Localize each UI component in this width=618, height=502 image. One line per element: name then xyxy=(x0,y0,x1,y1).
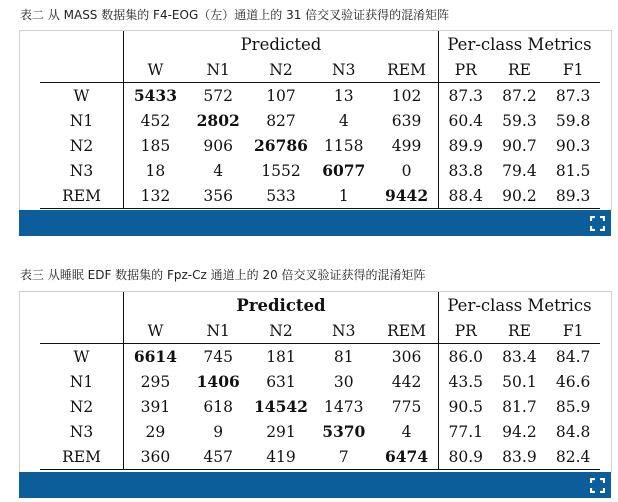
diagonal-cell: 6474 xyxy=(375,444,438,470)
header-corner-cell xyxy=(40,292,124,318)
row-label-n1: N1 xyxy=(69,111,94,130)
matrix-cell: 4 xyxy=(401,422,412,441)
matrix-cell: 419 xyxy=(250,444,313,470)
matrix-cell: 9 xyxy=(213,422,224,441)
row-label-n2: N2 xyxy=(69,397,94,416)
metric-cell-re: 90.2 xyxy=(493,183,547,209)
column-header-n2: N2 xyxy=(269,60,293,79)
matrix-cell: 4 xyxy=(213,161,224,180)
matrix-cell: 18 xyxy=(124,158,187,183)
metric-cell-pr: 83.8 xyxy=(438,158,492,183)
matrix-cell: 185 xyxy=(124,133,187,158)
column-header-w: W xyxy=(124,57,187,83)
diagonal-cell: 1406 xyxy=(196,372,240,391)
matrix-cell: 295 xyxy=(124,369,187,394)
table-row xyxy=(40,394,600,419)
metric-cell-pr: 43.5 xyxy=(438,369,492,394)
metric-cell-re: 81.7 xyxy=(502,397,537,416)
metric-cell-re: 50.1 xyxy=(502,372,537,391)
matrix-cell: 13 xyxy=(312,83,375,109)
metric-cell-pr: 88.4 xyxy=(438,183,492,209)
metric-cell-re: 83.9 xyxy=(493,444,547,470)
metric-cell-pr: 87.3 xyxy=(438,83,492,109)
matrix-cell: 442 xyxy=(391,372,422,391)
table-row xyxy=(40,419,600,444)
matrix-cell: 81 xyxy=(312,344,375,370)
matrix-cell: 499 xyxy=(391,136,422,155)
table-row xyxy=(40,158,600,183)
diagonal-cell: 6077 xyxy=(322,161,366,180)
metric-cell-f1: 84.7 xyxy=(546,344,600,370)
diagonal-cell: 6614 xyxy=(124,344,187,370)
table-panel-2 xyxy=(19,291,612,473)
metrics-group-header: Per-class Metrics xyxy=(438,292,600,318)
table-footer-bar-2 xyxy=(19,472,611,498)
matrix-cell: 1 xyxy=(312,183,375,209)
column-header-n2: N2 xyxy=(269,321,293,340)
metric-header-re: RE xyxy=(507,60,531,79)
row-label-w: W xyxy=(40,83,124,109)
column-header-n3: N3 xyxy=(332,321,356,340)
table-caption-1: 表二 从 MASS 数据集的 F4-EOG（左）通道上的 31 倍交叉验证获得的混淆矩阵 xyxy=(20,8,450,22)
metric-cell-re: 79.4 xyxy=(502,161,537,180)
metric-cell-pr: 77.1 xyxy=(438,419,492,444)
table-row xyxy=(40,183,600,209)
metric-cell-f1: 84.8 xyxy=(555,422,591,441)
column-header-n1: N1 xyxy=(206,321,230,340)
table-row xyxy=(40,344,600,370)
table-row xyxy=(40,133,600,158)
matrix-cell: 639 xyxy=(391,111,422,130)
matrix-cell: 29 xyxy=(124,419,187,444)
metric-cell-f1: 85.9 xyxy=(555,397,591,416)
matrix-cell: 360 xyxy=(124,444,187,470)
matrix-cell: 291 xyxy=(266,422,296,441)
row-label-n1: N1 xyxy=(69,372,94,391)
predicted-group-header: Predicted xyxy=(124,292,439,318)
metric-cell-re: 87.2 xyxy=(493,83,547,109)
metric-cell-pr: 80.9 xyxy=(438,444,492,470)
metric-cell-re: 59.3 xyxy=(502,111,537,130)
column-header-rem: REM xyxy=(387,60,426,79)
matrix-cell: 827 xyxy=(266,111,296,130)
row-label-w: W xyxy=(40,344,124,370)
table-row xyxy=(40,369,600,394)
metric-cell-pr: 89.9 xyxy=(438,133,492,158)
metric-cell-pr: 90.5 xyxy=(438,394,492,419)
matrix-cell: 631 xyxy=(266,372,296,391)
matrix-cell: 356 xyxy=(187,183,250,209)
table-header-group-row xyxy=(40,31,600,57)
matrix-cell: 1473 xyxy=(324,397,364,416)
matrix-cell: 452 xyxy=(124,108,187,133)
matrix-cell: 572 xyxy=(187,83,250,109)
matrix-cell: 181 xyxy=(250,344,313,370)
metric-cell-f1: 81.5 xyxy=(555,161,591,180)
row-label-rem: REM xyxy=(40,183,124,209)
metric-header-f1: F1 xyxy=(562,60,584,79)
confusion-matrix-table xyxy=(40,292,600,470)
matrix-cell: 391 xyxy=(124,394,187,419)
confusion-matrix-table xyxy=(40,31,600,209)
column-header-w: W xyxy=(124,318,187,344)
metric-cell-re: 83.4 xyxy=(493,344,547,370)
expand-icon[interactable] xyxy=(590,478,605,493)
matrix-cell: 1552 xyxy=(261,161,301,180)
metric-cell-re: 94.2 xyxy=(502,422,537,441)
header-corner-cell xyxy=(40,31,124,57)
diagonal-cell: 26786 xyxy=(254,136,308,155)
metric-cell-re: 90.7 xyxy=(502,136,537,155)
metric-header-re: RE xyxy=(507,321,531,340)
metric-cell-pr: 86.0 xyxy=(438,344,492,370)
matrix-cell: 132 xyxy=(124,183,187,209)
matrix-cell: 745 xyxy=(187,344,250,370)
diagonal-cell: 5433 xyxy=(124,83,187,109)
table-row xyxy=(40,83,600,109)
matrix-cell: 7 xyxy=(312,444,375,470)
table-caption-2: 表三 从睡眠 EDF 数据集的 Fpz-Cz 通道上的 20 倍交叉验证获得的混淆矩阵 xyxy=(20,268,426,282)
metric-cell-f1: 59.8 xyxy=(555,111,591,130)
matrix-cell: 775 xyxy=(391,397,422,416)
matrix-cell: 618 xyxy=(203,397,233,416)
column-header-n3: N3 xyxy=(332,60,356,79)
metric-header-pr: PR xyxy=(438,318,492,344)
table-row xyxy=(40,444,600,470)
matrix-cell: 30 xyxy=(333,372,354,391)
matrix-cell: 533 xyxy=(250,183,313,209)
diagonal-cell: 9442 xyxy=(375,183,438,209)
metric-cell-f1: 89.3 xyxy=(546,183,600,209)
matrix-cell: 102 xyxy=(375,83,438,109)
diagonal-cell: 14542 xyxy=(254,397,308,416)
predicted-group-header: Predicted xyxy=(124,31,439,57)
table-column-header-row xyxy=(40,57,600,83)
table-column-header-row xyxy=(40,318,600,344)
metric-cell-f1: 90.3 xyxy=(555,136,591,155)
column-header-rem: REM xyxy=(387,321,426,340)
header-corner-cell xyxy=(40,57,124,83)
matrix-cell: 0 xyxy=(401,161,412,180)
matrix-cell: 306 xyxy=(375,344,438,370)
column-header-n1: N1 xyxy=(206,60,230,79)
matrix-cell: 906 xyxy=(203,136,233,155)
row-label-rem: REM xyxy=(40,444,124,470)
metric-cell-pr: 60.4 xyxy=(438,108,492,133)
metric-cell-f1: 87.3 xyxy=(546,83,600,109)
diagonal-cell: 2802 xyxy=(196,111,240,130)
row-label-n3: N3 xyxy=(69,161,94,180)
row-label-n3: N3 xyxy=(69,422,94,441)
row-label-n2: N2 xyxy=(69,136,94,155)
metric-cell-f1: 82.4 xyxy=(546,444,600,470)
matrix-cell: 4 xyxy=(338,111,349,130)
table-footer-bar-1 xyxy=(19,210,611,236)
expand-icon[interactable] xyxy=(590,216,605,231)
metric-header-pr: PR xyxy=(438,57,492,83)
table-header-group-row xyxy=(40,292,600,318)
metric-header-f1: F1 xyxy=(562,321,584,340)
header-corner-cell xyxy=(40,318,124,344)
diagonal-cell: 5370 xyxy=(322,422,366,441)
metrics-group-header: Per-class Metrics xyxy=(438,31,600,57)
metric-cell-f1: 46.6 xyxy=(555,372,591,391)
matrix-cell: 1158 xyxy=(324,136,364,155)
matrix-cell: 457 xyxy=(187,444,250,470)
table-row xyxy=(40,108,600,133)
matrix-cell: 107 xyxy=(250,83,313,109)
table-panel-1 xyxy=(19,30,612,211)
